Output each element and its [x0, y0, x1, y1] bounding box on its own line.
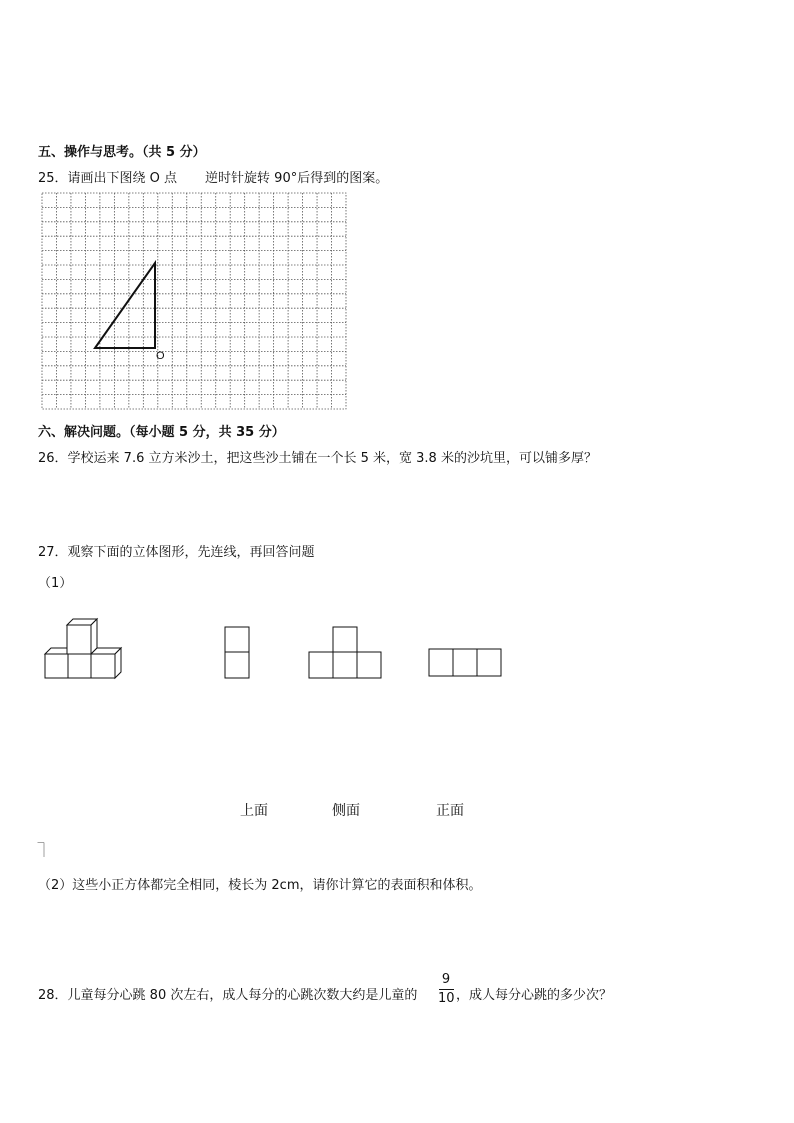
grid-lines	[42, 193, 346, 409]
grid-border	[42, 193, 346, 409]
question-28-text-after: ，成人每分心跳的多少次？	[456, 988, 613, 1003]
view-three-row	[428, 648, 502, 678]
fraction-nine-tenths	[438, 972, 454, 1012]
face-label-front: 正面	[436, 803, 464, 819]
view-two-stacked	[224, 626, 250, 680]
corner-mark	[37, 842, 45, 858]
question-25-text	[38, 167, 388, 186]
question-27-part1-label: （1）	[38, 576, 73, 591]
question-28-text-before: 28．儿童每分心跳 80 次左右，成人每分的心跳次数大约是儿童的	[38, 988, 418, 1003]
question-27-part2-text: （2）这些小正方体都完全相同，棱长为 2cm，请你计算它的表面积和体积。	[38, 878, 482, 893]
view-t-shape	[308, 626, 383, 680]
question-25-text-after: 逆时针旋转 90°后得到的图案。	[205, 171, 389, 186]
question-25-text-before: 25．请画出下图绕 O 点	[38, 171, 178, 186]
face-label-side: 侧面	[332, 803, 360, 819]
point-o-label: O	[156, 350, 165, 362]
question-26-text: 26．学校运来 7.6 立方米沙土，把这些沙土铺在一个长 5 米，宽 3.8 米的沙坑里，可以铺多厚？	[38, 451, 597, 466]
triangle-shape	[95, 263, 155, 348]
question-27-text: 27．观察下面的立体图形，先连线，再回答问题	[38, 545, 315, 560]
rotation-grid	[42, 193, 346, 409]
face-label-top: 上面	[240, 803, 268, 819]
section-6-title: 六、解决问题。（每小题 5 分，共 35 分）	[38, 425, 285, 440]
cube-solid-figure	[42, 618, 122, 678]
section-5-title: 五、操作与思考。（共 5 分）	[38, 145, 206, 160]
fraction-denominator: 10	[438, 991, 455, 1006]
fraction-bar	[439, 989, 454, 990]
fraction-numerator: 9	[441, 972, 451, 987]
